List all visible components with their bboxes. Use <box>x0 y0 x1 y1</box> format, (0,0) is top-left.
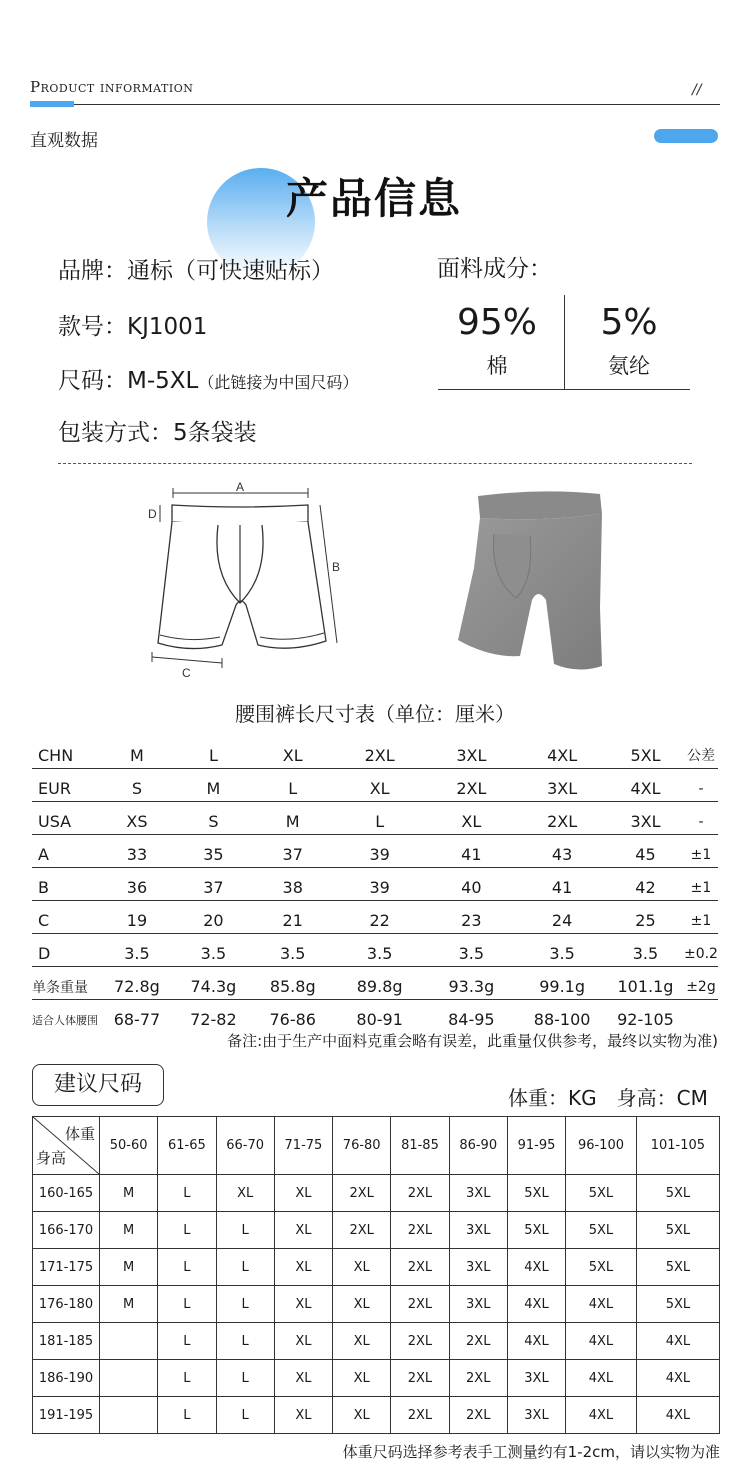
size-cell: 2XL <box>517 801 607 834</box>
size-cell: 88-100 <box>533 1010 591 1030</box>
suggest-height-cell: 171-175 <box>33 1249 100 1286</box>
size-tolerance-cell: ±1 <box>684 867 718 900</box>
fabric-spandex-percent: 5% <box>600 302 658 343</box>
suggest-size-cell: XL <box>216 1175 274 1212</box>
size-cell: M <box>252 801 334 834</box>
size-cell: 42 <box>607 867 684 900</box>
section-header-title: Product information <box>30 78 194 96</box>
size-cell: 40 <box>426 867 518 900</box>
size-table <box>32 735 718 1032</box>
suggest-weight-header: 71-75 <box>274 1117 332 1175</box>
suggest-size-cell: 5XL <box>507 1175 565 1212</box>
suggest-size-cell: 3XL <box>449 1212 507 1249</box>
size-table-row <box>32 735 718 768</box>
suggest-size-cell: XL <box>333 1360 391 1397</box>
label-d: D <box>148 507 157 521</box>
suggest-size-cell: L <box>158 1212 216 1249</box>
size-cell: 37 <box>175 867 251 900</box>
suggest-size-cell: 4XL <box>636 1360 719 1397</box>
suggest-weight-header: 96-100 <box>566 1117 637 1175</box>
suggest-weight-header: 66-70 <box>216 1117 274 1175</box>
suggest-size-cell: 2XL <box>391 1286 449 1323</box>
size-info <box>58 362 358 395</box>
size-cell: 92-105 <box>617 1010 674 1030</box>
size-cell: 3.5 <box>334 933 426 966</box>
size-cell: 25 <box>607 900 684 933</box>
suggest-row <box>33 1212 720 1249</box>
suggest-height-cell: 166-170 <box>33 1212 100 1249</box>
suggest-size-cell: 4XL <box>636 1397 719 1434</box>
size-table-title: 腰围裤长尺寸表（单位：厘米） <box>235 702 515 726</box>
suggest-size-cell: 2XL <box>333 1175 391 1212</box>
size-row-label: 单条重量 <box>32 966 99 999</box>
suggest-units: 体重：KG 身高：CM <box>508 1086 708 1110</box>
size-tolerance-cell: ±2g <box>684 966 718 999</box>
fabric-spandex-name: 氨纶 <box>608 354 650 378</box>
size-cell: S <box>175 801 251 834</box>
suggest-size-cell <box>100 1323 158 1360</box>
size-cell: 80-91 <box>356 1010 403 1030</box>
suggest-size-cell: L <box>158 1360 216 1397</box>
suggest-size-cell: XL <box>333 1249 391 1286</box>
brand-info: 品牌：通标（可快速贴标） <box>58 258 334 284</box>
size-cell: 72.8g <box>99 966 175 999</box>
product-photo <box>450 488 630 678</box>
suggest-size-cell: 5XL <box>636 1249 719 1286</box>
suggest-size-cell: 2XL <box>449 1360 507 1397</box>
size-table-row <box>32 834 718 867</box>
suggest-size-cell: 4XL <box>507 1286 565 1323</box>
size-cell: 3.5 <box>517 933 607 966</box>
suggest-size-cell: L <box>216 1323 274 1360</box>
accent-pill <box>654 129 718 143</box>
fabric-cotton-name: 棉 <box>486 354 508 378</box>
size-row-label: A <box>32 834 99 867</box>
dashed-divider <box>58 463 692 464</box>
suggest-size-cell: 5XL <box>566 1212 637 1249</box>
size-row-label: CHN <box>32 735 99 768</box>
size-cell: 3.5 <box>99 933 175 966</box>
size-cell: XL <box>334 768 426 801</box>
size-cell: 36 <box>99 867 175 900</box>
size-cell: 19 <box>99 900 175 933</box>
size-tolerance-cell: ±1 <box>684 900 718 933</box>
size-table-note: 备注:由于生产中面料克重会略有误差，此重量仅供参考，最终以实物为准) <box>227 1032 718 1050</box>
suggest-size-cell: L <box>216 1212 274 1249</box>
measurement-diagram <box>140 475 360 685</box>
suggest-height-cell: 181-185 <box>33 1323 100 1360</box>
suggest-size-cell: M <box>100 1286 158 1323</box>
page-title: 产品信息 <box>286 174 463 223</box>
size-cell: 3.5 <box>426 933 518 966</box>
size-cell: 2XL <box>426 768 518 801</box>
suggest-weight-header: 50-60 <box>100 1117 158 1175</box>
size-cell: 3.5 <box>175 933 251 966</box>
suggest-size-cell: XL <box>274 1286 332 1323</box>
size-cell: 24 <box>517 900 607 933</box>
size-cell: XS <box>99 801 175 834</box>
suggest-size-cell: 4XL <box>636 1323 719 1360</box>
suggest-size-cell: 2XL <box>391 1323 449 1360</box>
suggest-size-cell: 5XL <box>566 1175 637 1212</box>
fabric-cotton-percent: 95% <box>456 302 537 343</box>
size-cell: L <box>175 735 251 768</box>
size-cell: M <box>175 768 251 801</box>
suggest-size-cell: 2XL <box>333 1212 391 1249</box>
suggest-weight-header: 81-85 <box>391 1117 449 1175</box>
size-table-row <box>32 801 718 834</box>
size-cell: 99.1g <box>517 966 607 999</box>
suggest-weight-header: 101-105 <box>636 1117 719 1175</box>
fabric-title: 面料成分： <box>437 256 552 282</box>
size-cell: 3.5 <box>252 933 334 966</box>
suggest-size-cell: L <box>158 1249 216 1286</box>
suggest-height-cell: 186-190 <box>33 1360 100 1397</box>
size-table-row <box>32 768 718 801</box>
size-cell: 20 <box>175 900 251 933</box>
fabric-divider-vertical <box>564 295 565 389</box>
size-cell: 5XL <box>607 735 684 768</box>
corner-height-label: 身高 <box>36 1149 67 1167</box>
suggest-row <box>33 1175 720 1212</box>
size-cell: 41 <box>426 834 518 867</box>
suggest-size-cell: 2XL <box>391 1360 449 1397</box>
suggest-size-cell: 4XL <box>566 1323 637 1360</box>
suggest-size-cell: 3XL <box>507 1397 565 1434</box>
size-table-row <box>32 867 718 900</box>
suggest-size-cell: 5XL <box>566 1249 637 1286</box>
header-accent-bar <box>30 101 74 107</box>
suggest-size-cell <box>100 1360 158 1397</box>
suggest-row <box>33 1286 720 1323</box>
suggest-size-cell: M <box>100 1212 158 1249</box>
suggest-size-cell: L <box>216 1249 274 1286</box>
suggest-size-cell: XL <box>333 1323 391 1360</box>
size-tolerance-cell: - <box>684 801 718 834</box>
size-row-label: USA <box>32 801 99 834</box>
size-cell: 68-77 <box>113 1010 161 1030</box>
suggest-size-cell: XL <box>333 1286 391 1323</box>
size-cell: 43 <box>517 834 607 867</box>
suggest-size-cell: 4XL <box>566 1286 637 1323</box>
size-cell: S <box>99 768 175 801</box>
size-cell: 85.8g <box>252 966 334 999</box>
size-cell: 93.3g <box>426 966 518 999</box>
suggest-size-cell: 2XL <box>391 1397 449 1434</box>
size-cell: 3XL <box>607 801 684 834</box>
size-cell: M <box>99 735 175 768</box>
header-divider <box>30 104 720 105</box>
size-row-label: D <box>32 933 99 966</box>
size-range: 尺码：M-5XL <box>58 368 199 394</box>
suggest-size-cell: L <box>216 1360 274 1397</box>
fabric-divider-horizontal <box>438 389 690 390</box>
size-cell: 84-95 <box>448 1010 495 1030</box>
suggest-weight-header: 86-90 <box>449 1117 507 1175</box>
suggest-size-cell: XL <box>274 1323 332 1360</box>
suggest-footer-note: 体重尺码选择参考表手工测量约有1-2cm，请以实物为准 <box>342 1443 720 1461</box>
suggest-size-cell: XL <box>274 1249 332 1286</box>
suggest-corner-cell <box>33 1117 100 1175</box>
size-cell: 4XL <box>607 768 684 801</box>
size-cell: L <box>334 801 426 834</box>
size-cell: 4XL <box>517 735 607 768</box>
size-table-row <box>32 966 718 999</box>
suggest-height-cell: 160-165 <box>33 1175 100 1212</box>
suggest-size-cell <box>100 1397 158 1434</box>
suggest-size-cell: M <box>100 1249 158 1286</box>
size-tolerance-cell: ±0.2 <box>684 933 718 966</box>
suggest-size-cell: M <box>100 1175 158 1212</box>
label-c: C <box>182 666 191 680</box>
suggest-weight-header: 91-95 <box>507 1117 565 1175</box>
suggest-size-cell: L <box>158 1175 216 1212</box>
suggest-row <box>33 1397 720 1434</box>
size-cell: 39 <box>334 867 426 900</box>
suggest-size-cell: 3XL <box>449 1286 507 1323</box>
size-cell: 3XL <box>426 735 518 768</box>
size-tolerance-cell: - <box>684 768 718 801</box>
size-tolerance-cell <box>684 999 718 1032</box>
suggest-size-cell: XL <box>274 1175 332 1212</box>
suggest-size-cell: XL <box>274 1360 332 1397</box>
suggest-size-cell: 5XL <box>636 1175 719 1212</box>
suggest-weight-header: 76-80 <box>333 1117 391 1175</box>
suggest-weight-header: 61-65 <box>158 1117 216 1175</box>
section-subtitle: 直观数据 <box>30 131 98 151</box>
suggest-row <box>33 1249 720 1286</box>
suggest-size-cell: 4XL <box>507 1323 565 1360</box>
suggest-size-cell: 5XL <box>636 1212 719 1249</box>
suggest-size-cell: XL <box>274 1212 332 1249</box>
suggest-size-cell: 3XL <box>507 1360 565 1397</box>
suggest-size-cell: L <box>158 1323 216 1360</box>
label-b: B <box>332 560 341 574</box>
suggest-height-cell: 191-195 <box>33 1397 100 1434</box>
suggest-title: 建议尺码 <box>32 1064 164 1106</box>
size-cell: 89.8g <box>334 966 426 999</box>
suggest-size-cell: L <box>216 1397 274 1434</box>
suggest-size-cell: 3XL <box>449 1249 507 1286</box>
suggest-size-cell: L <box>216 1286 274 1323</box>
suggest-size-cell: XL <box>333 1397 391 1434</box>
suggest-size-cell: XL <box>274 1397 332 1434</box>
suggest-size-cell: L <box>158 1286 216 1323</box>
size-note: （此链接为中国尺码） <box>198 373 359 392</box>
size-cell: XL <box>252 735 334 768</box>
size-cell: 74.3g <box>175 966 251 999</box>
suggest-size-cell: 5XL <box>636 1286 719 1323</box>
header-slash-mark: // <box>692 82 702 98</box>
size-cell: XL <box>426 801 518 834</box>
suggest-row <box>33 1323 720 1360</box>
suggest-height-cell: 176-180 <box>33 1286 100 1323</box>
package-info: 包装方式：5条袋装 <box>58 420 257 446</box>
model-info: 款号：KJ1001 <box>58 314 208 340</box>
suggest-size-cell: 3XL <box>449 1175 507 1212</box>
label-a: A <box>236 480 245 494</box>
size-cell: L <box>252 768 334 801</box>
size-row-label: C <box>32 900 99 933</box>
size-cell: 3XL <box>517 768 607 801</box>
size-cell: 2XL <box>334 735 426 768</box>
suggest-size-cell: 2XL <box>449 1323 507 1360</box>
size-cell: 33 <box>99 834 175 867</box>
size-cell: 76-86 <box>269 1010 316 1030</box>
suggest-size-cell: 4XL <box>566 1397 637 1434</box>
suggest-size-table <box>32 1116 720 1434</box>
size-row-label: EUR <box>32 768 99 801</box>
suggest-size-cell: 2XL <box>391 1212 449 1249</box>
size-cell: 37 <box>252 834 334 867</box>
suggest-header-row <box>33 1117 720 1175</box>
size-row-label: 适合人体腰围 <box>32 1013 98 1027</box>
suggest-size-cell: 4XL <box>566 1360 637 1397</box>
suggest-size-cell: 4XL <box>507 1249 565 1286</box>
size-cell: 23 <box>426 900 518 933</box>
size-cell: 3.5 <box>607 933 684 966</box>
size-cell: 21 <box>252 900 334 933</box>
suggest-size-cell: 2XL <box>449 1397 507 1434</box>
size-cell: 22 <box>334 900 426 933</box>
size-cell: 101.1g <box>607 966 684 999</box>
size-cell: 38 <box>252 867 334 900</box>
size-table-row <box>32 933 718 966</box>
corner-weight-label: 体重 <box>64 1125 95 1143</box>
size-cell: 72-82 <box>190 1010 237 1030</box>
suggest-size-cell: 5XL <box>507 1212 565 1249</box>
size-row-label: B <box>32 867 99 900</box>
size-cell: 41 <box>517 867 607 900</box>
size-cell: 35 <box>175 834 251 867</box>
size-table-row <box>32 999 718 1032</box>
suggest-size-cell: 2XL <box>391 1175 449 1212</box>
size-tolerance-cell: ±1 <box>684 834 718 867</box>
suggest-size-cell: 2XL <box>391 1249 449 1286</box>
size-cell: 45 <box>607 834 684 867</box>
size-tolerance-cell: 公差 <box>684 735 718 768</box>
size-cell: 39 <box>334 834 426 867</box>
size-table-row <box>32 900 718 933</box>
suggest-size-cell: L <box>158 1397 216 1434</box>
suggest-row <box>33 1360 720 1397</box>
